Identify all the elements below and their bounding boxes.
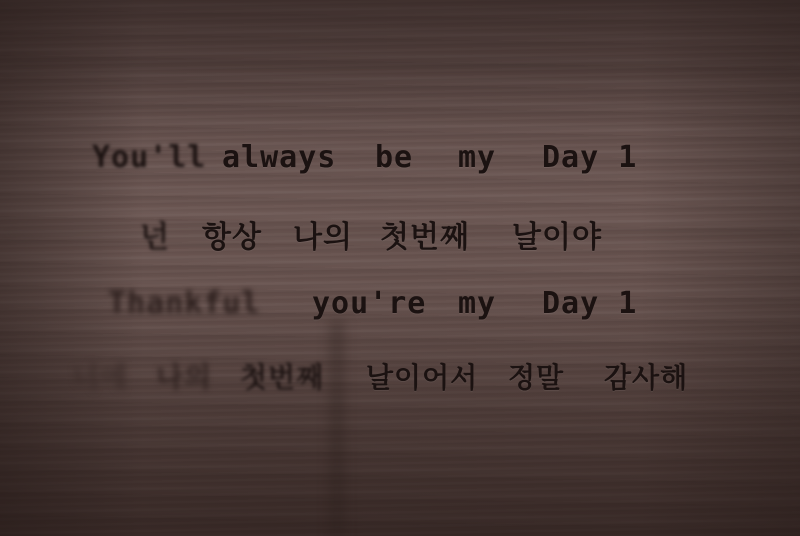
word: 나의	[293, 220, 353, 255]
word: my	[458, 286, 497, 321]
word: 첫번째	[380, 220, 470, 255]
word: always	[222, 140, 337, 175]
word: Thankful	[108, 286, 261, 321]
word: 감사해	[604, 361, 689, 394]
word: Day 1	[542, 286, 638, 321]
word: my	[458, 140, 497, 175]
word: you're	[312, 286, 427, 321]
word: 나의	[156, 361, 213, 394]
wood-grain-streak	[0, 60, 800, 70]
word: 항상	[202, 220, 262, 255]
word: 날이어서	[366, 361, 479, 394]
word: 넌	[140, 220, 170, 255]
word: 날이야	[512, 220, 602, 255]
word: 첫번째	[240, 361, 325, 394]
word: 정말	[508, 361, 565, 394]
word: You'll	[92, 140, 207, 175]
wood-grain-streak	[330, 320, 344, 536]
word: be	[375, 140, 414, 175]
word: 너에	[72, 361, 129, 394]
word: Day 1	[542, 140, 638, 175]
